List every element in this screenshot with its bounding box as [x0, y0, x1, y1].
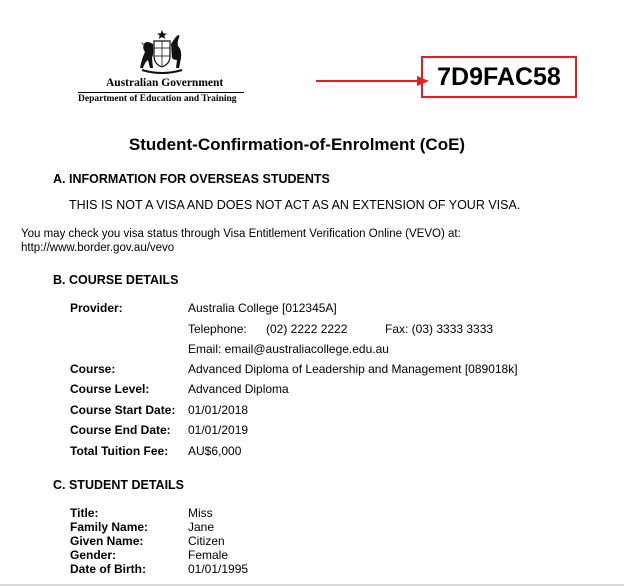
visa-notice: THIS IS NOT A VISA AND DOES NOT ACT AS AN EXTENSION OF YOUR VISA.	[69, 198, 521, 212]
dob-value: 01/01/1995	[188, 562, 249, 576]
given-name-label: Given Name:	[70, 534, 144, 548]
title-value: Miss	[188, 506, 213, 520]
logo-divider	[78, 92, 244, 93]
section-b-heading: B. COURSE DETAILS	[53, 273, 179, 287]
reference-code-box	[421, 56, 577, 98]
course-value: Advanced Diploma of Leadership and Management [089018k]	[188, 362, 518, 376]
arrow-right-icon	[316, 74, 431, 88]
section-a-heading: A. INFORMATION FOR OVERSEAS STUDENTS	[53, 172, 330, 186]
vevo-link[interactable]: http://www.border.gov.au/vevo	[21, 242, 175, 254]
start-date-value: 01/01/2018	[188, 403, 249, 417]
provider-label: Provider:	[70, 301, 123, 315]
vevo-text: You may check you visa status through Visa Entitlement Verification Online (VEVO) at:	[21, 228, 461, 240]
end-date-value: 01/01/2019	[188, 423, 249, 437]
tuition-fee-value: AU$6,000	[188, 444, 242, 458]
given-name-value: Citizen	[188, 534, 225, 548]
title-label: Title:	[70, 506, 99, 520]
start-date-label: Course Start Date:	[70, 403, 176, 417]
provider-value: Australia College [012345A]	[188, 301, 337, 315]
section-c-heading: C. STUDENT DETAILS	[53, 478, 185, 492]
email-value: Email: email@australiacollege.edu.au	[188, 342, 389, 356]
family-name-label: Family Name:	[70, 520, 149, 534]
family-name-value: Jane	[188, 520, 215, 534]
coat-of-arms-icon	[132, 30, 192, 74]
department-name: Department of Education and Training	[78, 94, 237, 104]
telephone-value: (02) 2222 2222	[266, 322, 348, 336]
document-title: Student-Confirmation-of-Enrolment (CoE)	[128, 135, 466, 154]
dob-label: Date of Birth:	[70, 562, 146, 576]
course-level-label: Course Level:	[70, 382, 150, 396]
course-level-value: Advanced Diploma	[188, 382, 289, 396]
course-label: Course:	[70, 362, 116, 376]
gender-value: Female	[188, 548, 229, 562]
end-date-label: Course End Date:	[70, 423, 171, 437]
telephone-label: Telephone:	[188, 322, 247, 336]
government-name: Australian Government	[106, 77, 224, 89]
reference-code: 7D9FAC58	[437, 62, 561, 91]
gender-label: Gender:	[70, 548, 117, 562]
tuition-fee-label: Total Tuition Fee:	[70, 444, 169, 458]
fax-value: Fax: (03) 3333 3333	[385, 322, 494, 336]
